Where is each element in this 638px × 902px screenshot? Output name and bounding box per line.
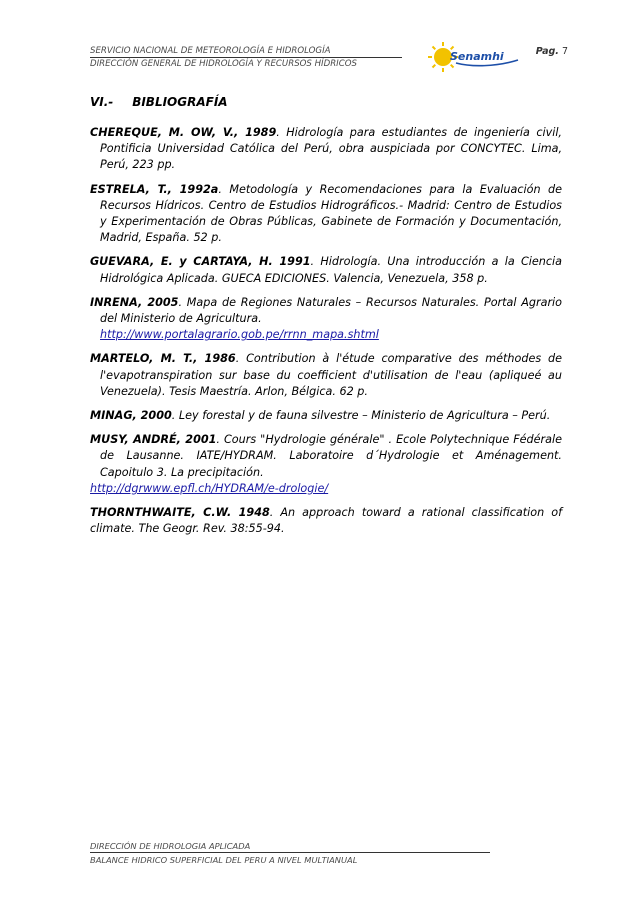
reference-item bbox=[90, 182, 562, 247]
header-institution: SERVICIO NACIONAL DE METEOROLOGÍA E HIDROLOGÍA bbox=[90, 46, 402, 58]
reference-text: . Mapa de Regiones Naturales – Recursos Naturales. Portal Agrario del Ministerio de Agricultura. bbox=[100, 295, 563, 326]
footer-directorate: DIRECCIÓN DE HIDROLOGIA APLICADA bbox=[90, 841, 490, 853]
logo-text: Senamhi bbox=[450, 50, 504, 63]
page-footer bbox=[90, 841, 490, 865]
bibliography-content bbox=[90, 95, 562, 545]
reference-text: . Cours "Hydrologie générale" . Ecole Polytechnique Fédérale de Lausanne. IATE/HYDRAM. Laboratoire d´Hydrologie et Aménagement. Capoitulo 3. La precipitación. bbox=[100, 433, 562, 479]
reference-author: CHEREQUE, M. OW, V., 1989 bbox=[90, 126, 277, 139]
reference-text: . An approach toward a rational classification of climate. The Geogr. Rev. 38:55-94. bbox=[90, 506, 563, 536]
reference-link[interactable]: http://www.portalagrario.gob.pe/rrnn_mapa.shtml bbox=[100, 328, 379, 342]
reference-author: MINAG, 2000 bbox=[90, 409, 172, 423]
senamhi-logo bbox=[426, 40, 522, 74]
reference-item bbox=[90, 408, 562, 424]
reference-author: ESTRELA, T., 1992a bbox=[90, 182, 219, 196]
footer-document-title: BALANCE HIDRICO SUPERFICIAL DEL PERU A NIVEL MULTIANUAL bbox=[90, 855, 358, 865]
reference-author: GUEVARA, E. y CARTAYA, H. 1991 bbox=[90, 255, 311, 269]
reference-text: . Hidrología. Una introducción a la Ciencia Hidrológica Aplicada. GUECA EDICIONES. Valencia, Venezuela, 358 p. bbox=[100, 255, 562, 285]
reference-author: MUSY, ANDRÉ, 2001 bbox=[90, 433, 217, 447]
reference-author: MARTELO, M. T., 1986 bbox=[90, 352, 236, 366]
reference-item bbox=[90, 432, 562, 481]
page-number: 7 bbox=[561, 46, 568, 57]
reference-text: . Metodología y Recomendaciones para la Evaluación de Recursos Hídricos. Centro de Estudios Hidrográficos.- Madrid: Centro de Estudios y Experimentación de Obras Públicas, Gabinete de Formación y Documentación, Madrid, España. 52 p. bbox=[100, 182, 562, 245]
reference-link[interactable]: http://dgrwww.epfl.ch/HYDRAM/e-drologie/ bbox=[90, 481, 329, 495]
reference-text: . Ley forestal y de fauna silvestre – Ministerio de Agricultura – Perú. bbox=[171, 409, 551, 423]
page-label: Pag. bbox=[535, 46, 559, 57]
reference-item bbox=[90, 505, 562, 537]
page-header bbox=[90, 40, 568, 74]
reference-item bbox=[90, 351, 562, 400]
header-directorate: DIRECCIÓN GENERAL DE HIDROLOGÍA Y RECURSOS HÍDRICOS bbox=[90, 59, 357, 69]
reference-item bbox=[90, 295, 562, 344]
reference-author: THORNTHWAITE, C.W. 1948 bbox=[90, 506, 270, 520]
section-title: BIBLIOGRAFÍA bbox=[132, 95, 228, 109]
reference-text: . Contribution à l'étude comparative des méthodes de l'evapotranspiration sur base du coefficient d'utilisation de l'eau (apliqueé au Venezuela). Tesis Maestría. Arlon, Bélgica. 62 p. bbox=[100, 352, 562, 398]
section-number: VI.- bbox=[90, 95, 114, 109]
reference-link-line bbox=[90, 481, 562, 497]
section-heading bbox=[90, 95, 562, 109]
page-indicator bbox=[536, 46, 568, 57]
reference-author: INRENA, 2005 bbox=[90, 295, 179, 309]
reference-item bbox=[90, 125, 562, 174]
reference-text: . Hidrología para estudiantes de ingeniería civil, Pontificia Universidad Católica del Perú, obra auspiciada por CONCYTEC. Lima, Perú, 223 pp. bbox=[100, 126, 562, 172]
reference-item bbox=[90, 254, 562, 286]
